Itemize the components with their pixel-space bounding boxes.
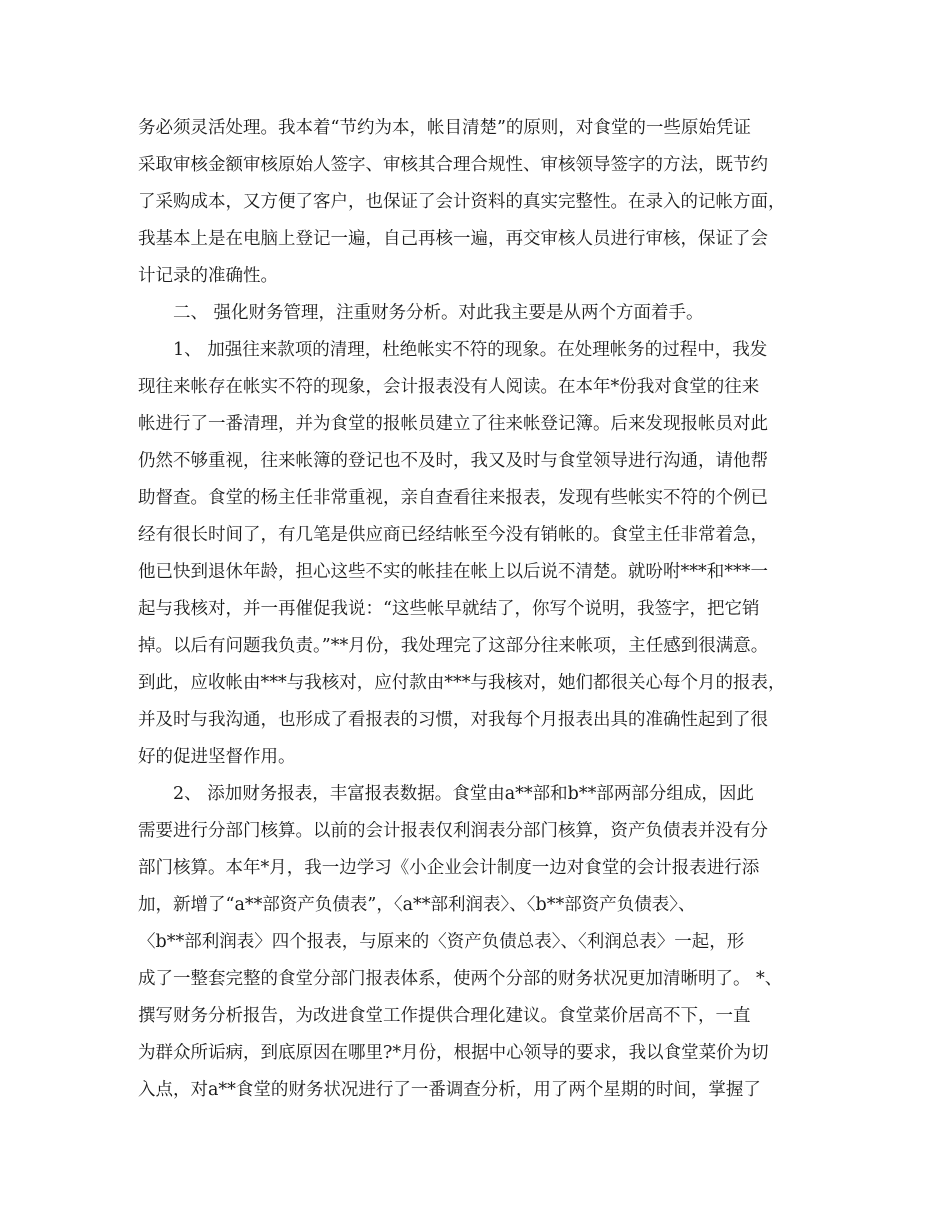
text-line: 我基本上是在电脑上登记一遍，自己再核一遍，再交审核人员进行审核，保证了会 [138, 229, 768, 249]
section-heading: 二、 强化财务管理，注重财务分析。对此我主要是从两个方面着手。 [138, 303, 704, 323]
text-line: 经有很长时间了，有几笔是供应商已经结帐至今没有销帐的。食堂主任非常着急， [138, 525, 768, 545]
text-line: 了采购成本，又方便了客户，也保证了会计资料的真实完整性。在录入的记帐方面， [138, 192, 786, 212]
subsection-heading: 1、 加强往来款项的清理，杜绝帐实不符的现象。在处理帐务的过程中，我发 [138, 340, 768, 360]
text-line: 需要进行分部门核算。以前的会计报表仅利润表分部门核算，资产负债表并没有分 [138, 821, 768, 841]
text-line: 好的促进坚督作用。 [138, 747, 296, 767]
text-line: 现往来帐存在帐实不符的现象，会计报表没有人阅读。在本年*份我对食堂的往来 [138, 377, 760, 397]
text-line: 采取审核金额审核原始人签字、审核其合理合规性、审核领导签字的方法，既节约 [138, 155, 768, 175]
text-line: 掉。以后有问题我负责。”**月份，我处理完了这部分往来帐项，主任感到很满意。 [138, 636, 769, 656]
text-line: 到此，应收帐由***与我核对，应付款由***与我核对，她们都很关心每个月的报表， [138, 673, 786, 693]
text-line: 成了一整套完整的食堂分部门报表体系，使两个分部的财务状况更加清晰明了。 *、 [138, 969, 783, 989]
text-line: 并及时与我沟通，也形成了看报表的习惯，对我每个月报表出具的准确性起到了很 [138, 710, 768, 730]
text-line: 务必须灵活处理。我本着“节约为本，帐目清楚”的原则，对食堂的一些原始凭证 [138, 118, 751, 138]
text-line: 仍然不够重视，往来帐簿的登记也不及时，我又及时与食堂领导进行沟通，请他帮 [138, 451, 768, 471]
text-line: 为群众所诟病，到底原因在哪里?*月份，根据中心领导的要求，我以食堂菜价为切 [138, 1043, 769, 1063]
text-line: 起与我核对，并一再催促我说：“这些帐早就结了，你写个说明，我签字，把它销 [138, 599, 760, 619]
text-line: 入点，对a**食堂的财务状况进行了一番调查分析，用了两个星期的时间，掌握了 [138, 1080, 761, 1100]
text-line: 〈b**部利润表〉四个报表，与原来的〈资产负债总表〉、〈利润总表〉一起，形 [138, 932, 745, 952]
text-line: 加，新增了“a**部资产负债表”，〈a**部利润表〉、〈b**部资产负债表〉、 [138, 895, 696, 915]
text-line: 帐进行了一番清理，并为食堂的报帐员建立了往来帐登记簿。后来发现报帐员对此 [138, 414, 768, 434]
text-line: 计记录的准确性。 [138, 266, 278, 286]
text-line: 他已快到退休年龄，担心这些不实的帐挂在帐上以后说不清楚。就吩咐***和***一 [138, 562, 768, 582]
text-line: 助督查。食堂的杨主任非常重视，亲自查看往来报表，发现有些帐实不符的个例已 [138, 488, 768, 508]
text-line: 撰写财务分析报告，为改进食堂工作提供合理化建议。食堂菜价居高不下，一直 [138, 1006, 751, 1026]
text-line: 部门核算。本年*月，我一边学习《小企业会计制度一边对食堂的会计报表进行添 [138, 858, 760, 878]
subsection-heading: 2、 添加财务报表，丰富报表数据。食堂由a**部和b**部两部分组成，因此 [138, 784, 754, 804]
